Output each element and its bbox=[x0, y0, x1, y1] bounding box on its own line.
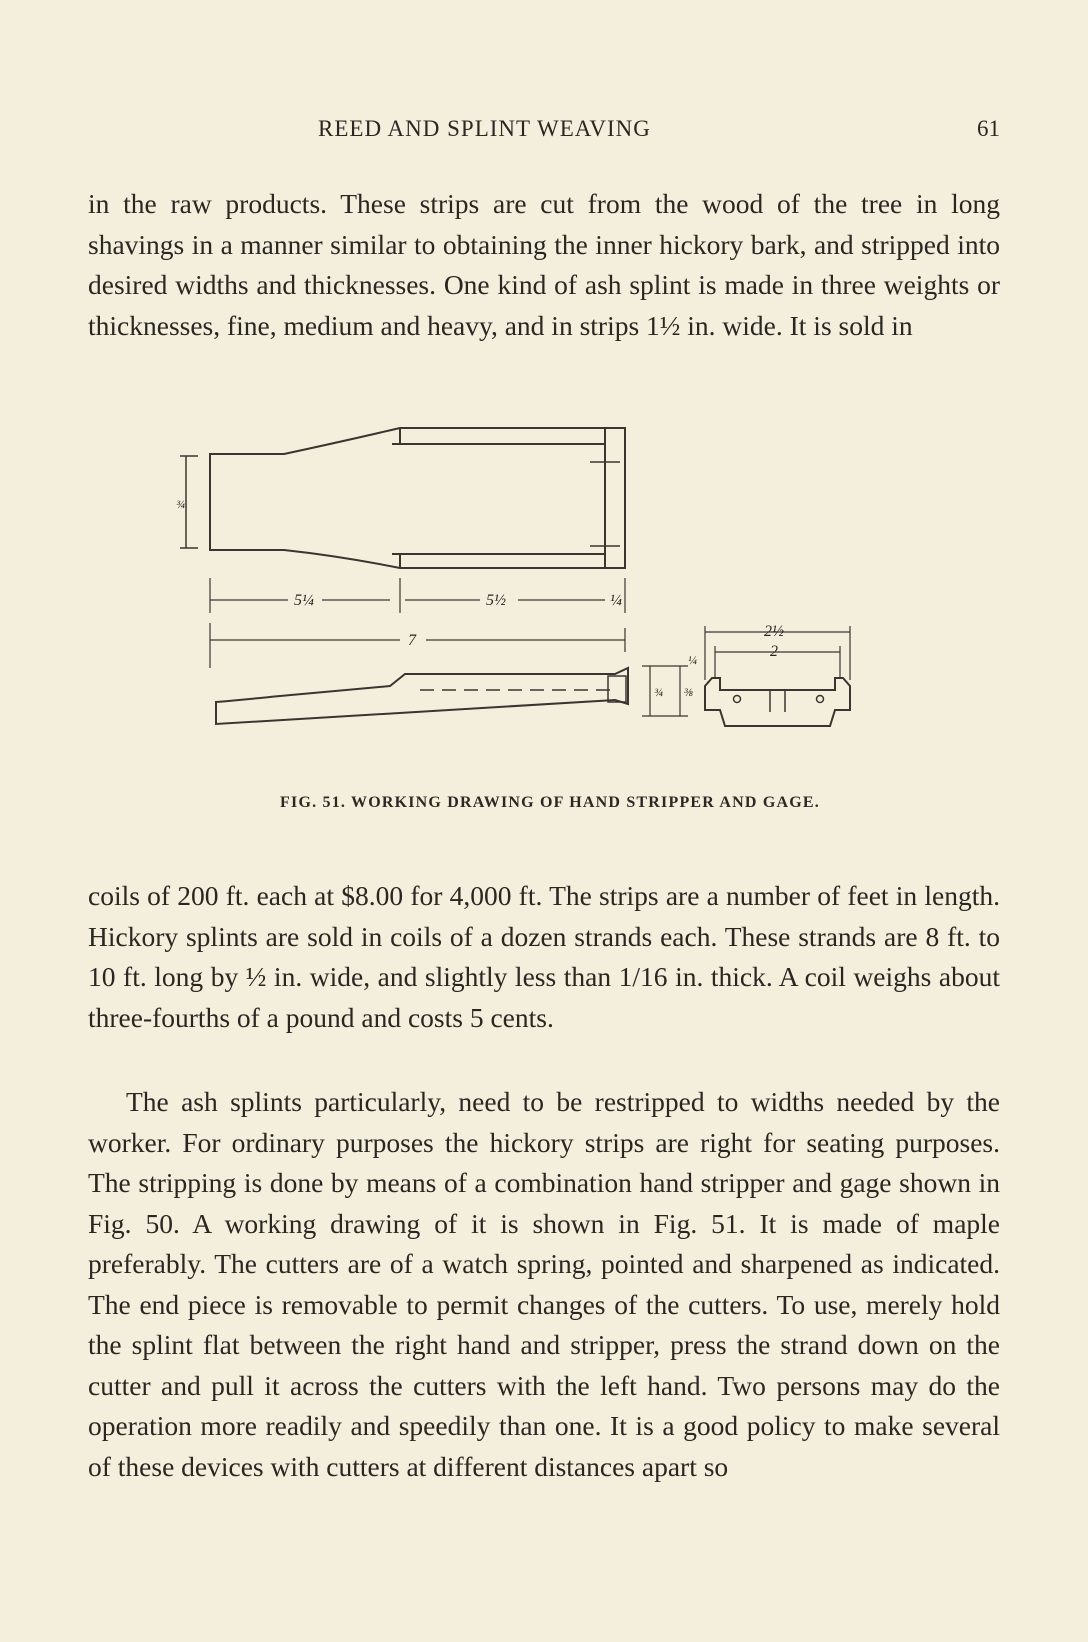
paragraph-3: The ash splints particularly, need to be restripped to widths needed by the worker. For ordinary purposes the hickory strips are right for seating purposes. The stripping is done by means of a combination hand stripper and gage shown in Fig. 50. A working drawing of it is shown in Fig. 51. It is made of maple preferably. The cutters are of a watch spring, pointed and sharpened as indicated. The end piece is removable to permit changes of the cutters. To use, merely hold the splint flat between the right hand and stripper, press the strand down on the cutter and pull it across the cutters with the left hand. Two persons may do the operation more readily and speedily than one. It is a good policy to make several of these devices with cutters at different distances apart so bbox=[88, 1086, 1000, 1482]
dim-label-gage-side: ¼ bbox=[688, 653, 697, 667]
dim-label-7: 7 bbox=[408, 632, 416, 649]
stripper-side-view bbox=[216, 668, 628, 724]
dim-label-thickness-b: ⅜ bbox=[684, 685, 693, 699]
page-header bbox=[88, 116, 1000, 156]
page-number: 61 bbox=[977, 116, 1000, 141]
dim-label-end-piece: ¼ bbox=[610, 592, 622, 609]
gage-screw-left bbox=[734, 696, 741, 703]
dim-label-handle-width: ¾ bbox=[176, 497, 185, 511]
dim-label-thickness-a: ¾ bbox=[654, 685, 663, 699]
dim-label-2-half: 2½ bbox=[764, 623, 784, 640]
gage-screw-right bbox=[817, 696, 824, 703]
dim-label-2: 2 bbox=[770, 643, 778, 660]
gage-end-view bbox=[705, 678, 850, 726]
paragraph-1: in the raw products. These strips are cut from the wood of the tree in long shavings in a manner similar to obtaining the inner hickory bark, and stripped into desired widths and thicknesses. One kind of ash splint is made in three weights or thicknesses, fine, medium and heavy, and in strips 1½ in. wide. It is sold in bbox=[88, 188, 1000, 341]
dim-label-5-half: 5½ bbox=[486, 592, 506, 609]
working-drawing-svg bbox=[176, 428, 920, 768]
running-title: REED AND SPLINT WEAVING bbox=[318, 116, 651, 141]
paragraph-2: coils of 200 ft. each at $8.00 for 4,000 ft. The strips are a number of feet in length. Hickory splints are sold in coils of a dozen strands each. These strands are 8 ft. to 10 ft. long by ½ in. wide, and slightly less than 1/16 in. thick. A coil weighs about three-fourths of a pound and costs 5 cents. bbox=[88, 880, 1000, 1033]
dim-label-5-quarter: 5¼ bbox=[294, 592, 314, 609]
figure-caption: FIG. 51. WORKING DRAWING OF HAND STRIPPER AND GAGE. bbox=[280, 794, 820, 811]
figure-51-drawing bbox=[176, 428, 920, 768]
side-end-block bbox=[608, 676, 626, 702]
stripper-top-view bbox=[210, 428, 625, 568]
